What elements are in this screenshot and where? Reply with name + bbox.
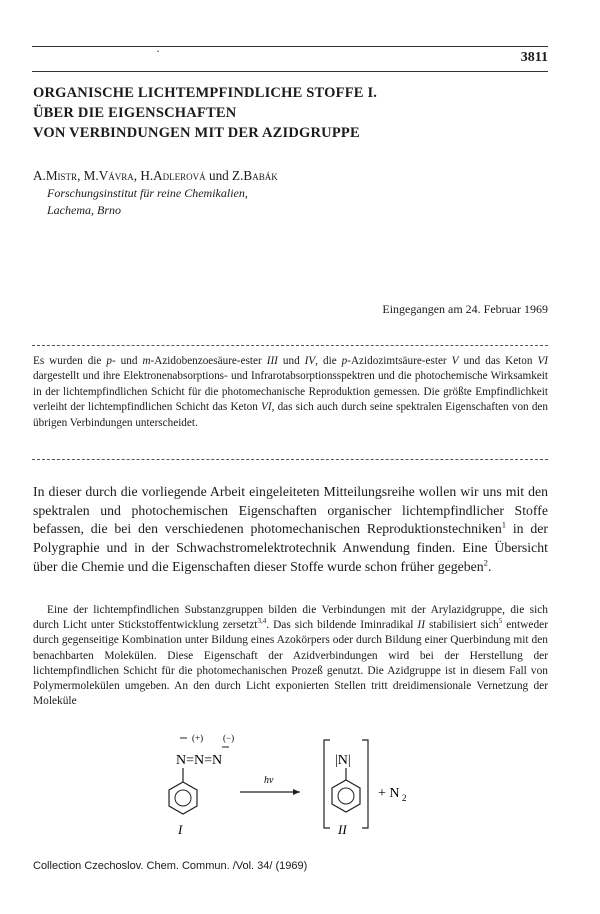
author-vavra: Vávra — [98, 168, 134, 183]
svg-text:|N|: |N| — [335, 753, 351, 768]
svg-text:(−): (−) — [223, 733, 235, 743]
title-line-1: ORGANISCHE LICHTEMPFINDLICHE STOFFE I. — [33, 85, 378, 101]
header-rule — [32, 46, 548, 47]
authors: A.Mistr, M.Vávra, H.Adlerová und Z.Babák — [33, 168, 278, 183]
phenyl-azide-structure — [169, 733, 234, 837]
intro-paragraph: In dieser durch die vorliegende Arbeit eingeleiteten Mitteilungsreihe wollen wir uns mit den spektralen und photochemischen Eigenschaften organischer lichtempfindlicher Stoffe befassen, die bei den verschiedenen photomechanischen Reproduktionstechniken$^1$ in der Polygraphie und in der Schwachstromelektrotechnik Anwendung finden. Eine Übersicht über die Chemie und die Eigenschaften dieser Stoffe wurde schon früher gegeben$^2$. — [33, 484, 549, 574]
reaction-arrow — [240, 775, 300, 795]
author-adlerova: Adlerová — [153, 168, 206, 183]
abstract: Es wurden die p- und m-Azidobenzoesäure-ester III und IV, die p-Azidozimtsäure-ester V und das Keton VI dargestellt und ihre Elektronenabsorptions- und Infrarotabsorptionsspektren und die photochemische Wirksamkeit in der lichtempfindlichen Schicht für die photomechanische Reproduktion gemessen. Die größte Empfindlichkeit verleiht der lichtempfindlichen Schicht das Keton VI, das sich auch durch seine spektralen Eigenschaften von den übrigen Verbindungen unterscheidet. — [33, 355, 549, 429]
affiliation-line-2: Lachema, Brno — [47, 203, 121, 217]
svg-text:hν: hν — [264, 775, 274, 786]
header-rule-bottom — [32, 71, 548, 72]
body-paragraph: Eine der lichtempfindlichen Substanzgruppen bilden die Verbindungen mit der Arylazidgruppe, die sich durch Licht unter Stickstoffentwicklung zersetzt$^{3,4}$. Das sich bildende Iminradikal II stabilisiert sich$^5$ entweder durch gegenseitige Kombination unter Bildung eines Azokörpers oder durch Bildung einer Querbindung mit den benachbarten Molekülen. Diese Eigenschaft der Azidverbindungen wird bei der Herstellung der lichtempfindlichen Schicht für die photomechanischen Prozeß genutzt. Die Azidgruppe ist in diesem Fall von Polymermolekülen umgeben. An den durch Licht exponierten Stellen tritt dreidimensionale Vernetzung der Moleküle — [33, 604, 548, 708]
compound-label-I: I — [178, 822, 183, 837]
abstract-rule-bottom — [32, 459, 548, 460]
page-number: 3811 — [520, 50, 548, 65]
title-line-2: ÜBER DIE EIGENSCHAFTEN — [33, 105, 237, 121]
journal-citation: Collection Czechoslov. Chem. Commun. /Vol. 34/ (1969) — [33, 860, 308, 872]
author-mistr: Mistr — [45, 168, 78, 183]
abstract-rule-top — [32, 345, 548, 346]
author-babak: Babák — [243, 168, 278, 183]
compound-label-II: II — [338, 822, 347, 837]
affiliation-line-1: Forschungsinstitut für reine Chemikalien, — [47, 186, 248, 200]
title-line-3: VON VERBINDUNGEN MIT DER AZIDGRUPPE — [33, 125, 360, 141]
nitrene-structure — [324, 740, 368, 837]
received-date: Eingegangen am 24. Februar 1969 — [382, 302, 548, 316]
svg-text:+ N: + N — [378, 786, 400, 801]
svg-text:2: 2 — [402, 793, 407, 803]
reaction-scheme — [0, 728, 600, 848]
header-dot: · — [156, 44, 160, 58]
svg-text:N=N=N: N=N=N — [176, 753, 223, 768]
nitrogen-product — [378, 786, 407, 803]
svg-text:(+): (+) — [192, 733, 204, 743]
